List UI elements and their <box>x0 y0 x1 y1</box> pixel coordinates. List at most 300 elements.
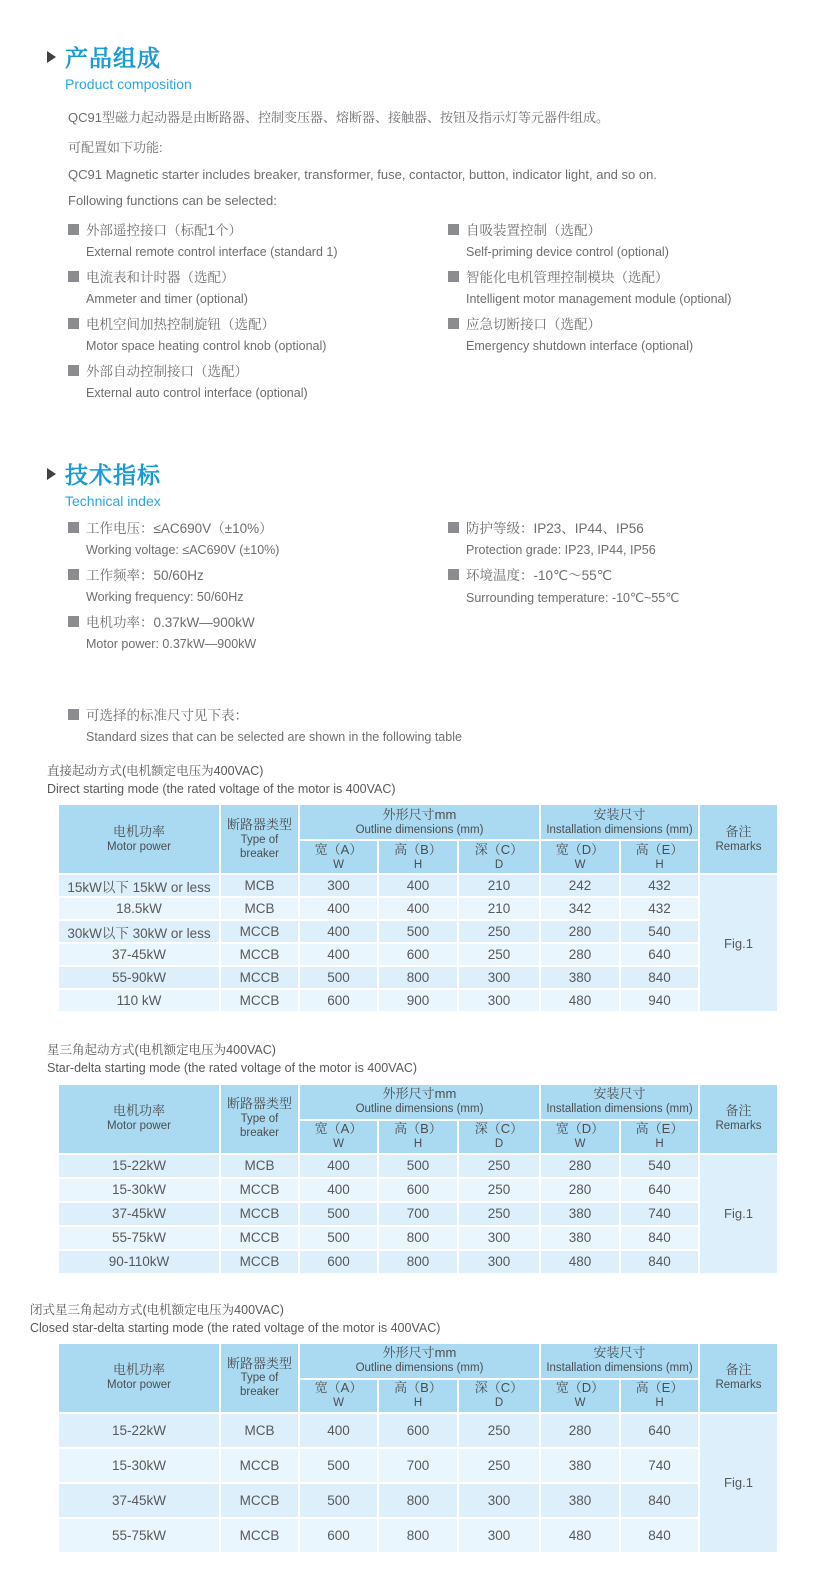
cell-remark: Fig.1 <box>699 1413 778 1553</box>
header-sub-dimension <box>299 1379 378 1413</box>
cell-breaker-type: MCB <box>220 1154 299 1178</box>
cell-dimension: 480 <box>540 1518 620 1553</box>
header-remarks-cn: 备注 <box>725 823 752 839</box>
cell-dimension: 242 <box>540 874 620 897</box>
cell-dimension: 342 <box>540 897 620 920</box>
square-bullet-icon <box>448 522 459 533</box>
cell-motor-power: 55-75kW <box>58 1226 220 1250</box>
header-remarks-cn: 备注 <box>725 1103 752 1119</box>
list-item-text-cn: 防护等级：IP23、IP44、IP56 <box>466 521 644 536</box>
list-item-text-cn: 智能化电机管理控制模块（选配） <box>466 270 669 285</box>
cell-dimension: 500 <box>299 1226 378 1250</box>
square-bullet-icon <box>68 709 79 720</box>
cell-motor-power: 18.5kW <box>58 897 220 920</box>
section-title-en: Technical index <box>65 493 161 509</box>
section-heading <box>47 40 830 73</box>
table-caption-cn: 直接起动方式(电机额定电压为400VAC) <box>47 764 264 778</box>
header-sub-dimension-en: H <box>413 858 423 871</box>
cell-dimension: 432 <box>620 897 699 920</box>
triangle-bullet-icon <box>47 51 56 63</box>
list-item <box>448 564 679 605</box>
cell-dimension: 300 <box>458 1226 540 1250</box>
section-heading <box>47 457 830 490</box>
cell-breaker-type: MCCB <box>220 1448 299 1483</box>
section-product-composition <box>47 0 830 407</box>
list-item <box>68 360 448 400</box>
cell-dimension: 400 <box>299 943 378 966</box>
header-outline-dimensions-en: Outline dimensions (mm) <box>355 1103 484 1116</box>
section-title-en: Product composition <box>65 76 192 92</box>
cell-dimension: 600 <box>299 1250 378 1274</box>
section-title-cn: 产品组成 <box>65 45 161 71</box>
list-item-line-cn <box>448 564 679 584</box>
list-item-text-en: Emergency shutdown interface (optional) <box>466 339 694 353</box>
cell-dimension: 380 <box>540 1226 620 1250</box>
paragraph: Following functions can be selected: <box>68 193 277 208</box>
square-bullet-icon <box>448 224 459 235</box>
cell-dimension: 300 <box>299 874 378 897</box>
header-sub-dimension-cn: 高（E） <box>635 1380 684 1396</box>
cell-dimension: 280 <box>540 1178 620 1202</box>
list-item <box>448 266 731 306</box>
table-row <box>58 874 778 897</box>
cell-breaker-type: MCCB <box>220 1518 299 1553</box>
table-block-star-delta <box>47 1041 830 1274</box>
header-sub-dimension <box>299 1120 378 1154</box>
cell-dimension: 600 <box>299 1518 378 1553</box>
cell-remark: Fig.1 <box>699 874 778 1012</box>
cell-dimension: 280 <box>540 943 620 966</box>
list-item <box>448 313 731 353</box>
cell-motor-power: 37-45kW <box>58 1202 220 1226</box>
list-item-line-cn <box>448 219 731 239</box>
paragraph: QC91型磁力起动器是由断路器、控制变压器、熔断器、接触器、按钮及指示灯等元器件组成。 <box>68 110 609 125</box>
header-outline-dimensions-en: Outline dimensions (mm) <box>355 823 484 836</box>
header-remarks <box>699 1343 778 1413</box>
list-item-line-cn <box>448 517 679 537</box>
cell-dimension: 600 <box>378 943 458 966</box>
square-bullet-icon <box>68 271 79 282</box>
cell-dimension: 600 <box>378 1178 458 1202</box>
header-sub-dimension <box>620 1379 699 1413</box>
cell-dimension: 500 <box>299 1202 378 1226</box>
header-installation-dimensions-cn: 安装尺寸 <box>593 1345 646 1361</box>
header-installation-dimensions-en: Installation dimensions (mm) <box>546 823 693 836</box>
square-bullet-icon <box>448 271 459 282</box>
cell-dimension: 280 <box>540 1154 620 1178</box>
list-item-text-en: Ammeter and timer (optional) <box>86 292 248 306</box>
dimensions-table-star-delta <box>57 1083 779 1275</box>
dimensions-table-direct-start <box>57 803 779 1013</box>
spec-column-left <box>68 517 448 658</box>
cell-dimension: 840 <box>620 1483 699 1518</box>
header-sub-dimension <box>378 1120 458 1154</box>
cell-dimension: 840 <box>620 1226 699 1250</box>
square-bullet-icon <box>68 522 79 533</box>
header-installation-dimensions <box>540 1343 699 1379</box>
intro-paragraphs <box>68 107 830 208</box>
header-sub-dimension-en: D <box>494 858 504 871</box>
cell-dimension: 900 <box>378 989 458 1012</box>
header-sub-dimension <box>620 840 699 874</box>
header-remarks-en: Remarks <box>715 1379 762 1392</box>
table-row <box>58 1413 778 1448</box>
cell-dimension: 500 <box>299 1483 378 1518</box>
list-item-text-en: Working voltage: ≤AC690V (±10%) <box>86 543 280 557</box>
cell-motor-power: 55-75kW <box>58 1518 220 1553</box>
cell-dimension: 250 <box>458 920 540 943</box>
square-bullet-icon <box>68 365 79 376</box>
table-row <box>58 1483 778 1518</box>
list-item-text-cn: 工作频率：50/60Hz <box>86 568 204 583</box>
header-sub-dimension-cn: 深（C） <box>474 841 524 857</box>
list-item-line-cn <box>68 219 448 239</box>
list-item <box>448 219 731 259</box>
header-sub-dimension-en: W <box>333 1397 344 1410</box>
standard-sizes-note <box>68 704 830 744</box>
list-item <box>68 611 448 651</box>
cell-dimension: 380 <box>540 1448 620 1483</box>
list-item <box>68 517 448 557</box>
cell-dimension: 500 <box>299 966 378 989</box>
table-row <box>58 966 778 989</box>
list-item <box>68 313 448 353</box>
spec-columns <box>68 517 830 658</box>
cell-motor-power: 55-90kW <box>58 966 220 989</box>
cell-dimension: 840 <box>620 966 699 989</box>
triangle-bullet-icon <box>47 468 56 480</box>
table-row <box>58 1226 778 1250</box>
note-text-cn: 可选择的标准尺寸见下表： <box>86 708 248 723</box>
cell-dimension: 540 <box>620 1154 699 1178</box>
cell-dimension: 300 <box>458 989 540 1012</box>
header-sub-dimension-en: H <box>655 1397 664 1410</box>
section-technical-index <box>47 457 830 658</box>
list-item-text-en: External auto control interface (optional) <box>86 386 308 400</box>
cell-remark: Fig.1 <box>699 1154 778 1274</box>
cell-motor-power: 110 kW <box>58 989 220 1012</box>
header-motor-power <box>58 1343 220 1413</box>
cell-dimension: 800 <box>378 1483 458 1518</box>
header-sub-dimension-en: W <box>574 1138 586 1151</box>
cell-breaker-type: MCCB <box>220 966 299 989</box>
cell-dimension: 500 <box>299 1448 378 1483</box>
header-sub-dimension-cn: 宽（D） <box>555 841 605 857</box>
list-item-text-en: Working frequency: 50/60Hz <box>86 590 244 604</box>
cell-dimension: 400 <box>299 920 378 943</box>
header-sub-dimension <box>458 1379 540 1413</box>
list-item <box>448 517 679 557</box>
cell-dimension: 640 <box>620 1178 699 1202</box>
header-sub-dimension-cn: 高（E） <box>635 841 684 857</box>
cell-dimension: 940 <box>620 989 699 1012</box>
cell-dimension: 700 <box>378 1448 458 1483</box>
cell-dimension: 640 <box>620 1413 699 1448</box>
cell-breaker-type: MCB <box>220 1413 299 1448</box>
note-line-cn <box>68 704 830 724</box>
list-item-line-cn <box>68 564 448 584</box>
header-sub-dimension <box>458 840 540 874</box>
note-text-en: Standard sizes that can be selected are shown in the following table <box>86 730 462 744</box>
list-item-line-cn <box>68 360 448 380</box>
list-item-text-en: Protection grade: IP23, IP44, IP56 <box>466 543 656 557</box>
header-sub-dimension <box>540 840 620 874</box>
table-caption-cn: 闭式星三角起动方式(电机额定电压为400VAC) <box>30 1302 284 1317</box>
list-item-text-cn: 电机功率：0.37kW—900kW <box>86 615 255 630</box>
list-item-text-cn: 工作电压：≤AC690V（±10%） <box>86 521 273 536</box>
cell-dimension: 280 <box>540 920 620 943</box>
cell-dimension: 210 <box>458 897 540 920</box>
square-bullet-icon <box>68 224 79 235</box>
header-sub-dimension-cn: 深（C） <box>474 1121 524 1137</box>
table-row <box>58 989 778 1012</box>
header-sub-dimension-cn: 高（E） <box>635 1121 684 1137</box>
cell-dimension: 400 <box>299 1413 378 1448</box>
header-sub-dimension <box>540 1120 620 1154</box>
table-caption-en: Closed star-delta starting mode (the rated voltage of the motor is 400VAC) <box>30 1320 441 1335</box>
square-bullet-icon <box>68 569 79 580</box>
header-motor-power <box>58 804 220 874</box>
header-sub-dimension <box>540 1379 620 1413</box>
header-remarks-en: Remarks <box>715 840 762 853</box>
list-item-text-cn: 应急切断接口（选配） <box>466 317 601 332</box>
cell-dimension: 400 <box>299 897 378 920</box>
table-row <box>58 1250 778 1274</box>
table-row <box>58 920 778 943</box>
header-installation-dimensions-cn: 安装尺寸 <box>593 806 646 822</box>
header-motor-power-en: Motor power <box>107 1379 171 1392</box>
cell-dimension: 280 <box>540 1413 620 1448</box>
table-caption-en: Star-delta starting mode (the rated voltage of the motor is 400VAC) <box>47 1061 418 1076</box>
cell-breaker-type: MCCB <box>220 989 299 1012</box>
cell-dimension: 640 <box>620 943 699 966</box>
header-breaker-type-cn: 断路器类型 <box>226 1355 292 1371</box>
cell-dimension: 250 <box>458 943 540 966</box>
header-sub-dimension <box>378 840 458 874</box>
square-bullet-icon <box>448 569 459 580</box>
header-motor-power-cn: 电机功率 <box>112 1362 165 1378</box>
list-item-text-en: Motor space heating control knob (optional) <box>86 339 327 353</box>
header-sub-dimension-cn: 宽（A） <box>314 1121 363 1137</box>
feature-column-left <box>68 219 448 407</box>
dimensions-table-closed-star-delta <box>57 1342 779 1554</box>
cell-dimension: 480 <box>540 1250 620 1274</box>
cell-dimension: 800 <box>378 1250 458 1274</box>
cell-motor-power: 30kW以下 30kW or less <box>58 920 220 943</box>
list-item-text-en: External remote control interface (standard 1) <box>86 245 338 259</box>
list-item-text-cn: 环境温度：-10℃～55℃ <box>466 568 612 583</box>
header-breaker-type-cn: 断路器类型 <box>226 817 292 832</box>
cell-motor-power: 15-30kW <box>58 1178 220 1202</box>
table-row <box>58 1154 778 1178</box>
header-remarks-en: Remarks <box>715 1120 762 1133</box>
cell-dimension: 800 <box>378 966 458 989</box>
square-bullet-icon <box>68 616 79 627</box>
cell-dimension: 840 <box>620 1518 699 1553</box>
header-installation-dimensions-en: Installation dimensions (mm) <box>546 1103 693 1116</box>
square-bullet-icon <box>448 318 459 329</box>
header-installation-dimensions-en: Installation dimensions (mm) <box>546 1362 693 1375</box>
header-motor-power-en: Motor power <box>107 840 171 853</box>
list-item <box>68 219 448 259</box>
header-outline-dimensions-cn: 外形尺寸mm <box>382 1345 457 1361</box>
cell-dimension: 250 <box>458 1413 540 1448</box>
table-caption-cn: 星三角起动方式(电机额定电压为400VAC) <box>47 1043 276 1058</box>
dimension-tables <box>30 762 830 1554</box>
cell-dimension: 210 <box>458 874 540 897</box>
cell-dimension: 380 <box>540 966 620 989</box>
header-breaker-type-cn: 断路器类型 <box>226 1096 292 1112</box>
cell-dimension: 250 <box>458 1202 540 1226</box>
cell-dimension: 540 <box>620 920 699 943</box>
cell-breaker-type: MCCB <box>220 1202 299 1226</box>
header-remarks <box>699 804 778 874</box>
list-item-line-cn <box>68 313 448 333</box>
header-motor-power-en: Motor power <box>107 1120 171 1133</box>
header-sub-dimension-cn: 高（B） <box>394 841 442 857</box>
header-sub-dimension <box>299 840 378 874</box>
list-item-line-cn <box>448 313 731 333</box>
table-block-closed-star-delta <box>30 1301 830 1554</box>
cell-dimension: 380 <box>540 1202 620 1226</box>
header-sub-dimension-en: D <box>494 1397 504 1410</box>
cell-motor-power: 15-30kW <box>58 1448 220 1483</box>
list-item-text-en: Self-priming device control (optional) <box>466 245 669 259</box>
paragraph: QC91 Magnetic starter includes breaker, transformer, fuse, contactor, button, indicator light, and so on. <box>68 167 657 182</box>
header-sub-dimension-cn: 宽（D） <box>555 1380 605 1396</box>
table-row <box>58 897 778 920</box>
list-item-line-cn <box>448 266 731 286</box>
list-item <box>68 266 448 306</box>
cell-motor-power: 15kW以下 15kW or less <box>58 874 220 897</box>
header-breaker-type-en: Type of breaker <box>240 1113 279 1139</box>
table-row <box>58 1202 778 1226</box>
header-sub-dimension-cn: 宽（D） <box>555 1121 605 1137</box>
table-row <box>58 1178 778 1202</box>
header-installation-dimensions-cn: 安装尺寸 <box>593 1086 646 1102</box>
cell-motor-power: 90-110kW <box>58 1250 220 1274</box>
cell-motor-power: 15-22kW <box>58 1413 220 1448</box>
header-outline-dimensions-cn: 外形尺寸mm <box>382 806 457 822</box>
header-breaker-type-en: Type of breaker <box>240 1372 279 1399</box>
cell-breaker-type: MCCB <box>220 1483 299 1518</box>
header-sub-dimension-en: H <box>655 858 664 871</box>
cell-dimension: 400 <box>378 874 458 897</box>
cell-dimension: 500 <box>378 920 458 943</box>
list-item-line-cn <box>68 611 448 631</box>
cell-dimension: 740 <box>620 1448 699 1483</box>
header-breaker-type <box>220 1343 299 1413</box>
cell-dimension: 380 <box>540 1483 620 1518</box>
list-item-text-cn: 外部自动控制接口（选配） <box>86 364 248 379</box>
header-outline-dimensions <box>299 804 540 840</box>
header-sub-dimension <box>458 1120 540 1154</box>
cell-breaker-type: MCCB <box>220 920 299 943</box>
table-row <box>58 1448 778 1483</box>
header-remarks-cn: 备注 <box>725 1362 752 1378</box>
header-sub-dimension-en: H <box>413 1138 423 1151</box>
cell-motor-power: 37-45kW <box>58 1483 220 1518</box>
cell-dimension: 400 <box>378 897 458 920</box>
header-sub-dimension-cn: 宽（A） <box>314 1380 363 1396</box>
header-sub-dimension-en: D <box>494 1138 504 1151</box>
spec-column-right <box>448 517 679 658</box>
list-item-line-cn <box>68 266 448 286</box>
header-outline-dimensions <box>299 1343 540 1379</box>
cell-dimension: 500 <box>378 1154 458 1178</box>
header-sub-dimension-en: H <box>413 1397 423 1410</box>
cell-dimension: 740 <box>620 1202 699 1226</box>
table-row <box>58 943 778 966</box>
cell-motor-power: 37-45kW <box>58 943 220 966</box>
cell-dimension: 600 <box>299 989 378 1012</box>
header-breaker-type-en: Type of breaker <box>240 833 279 860</box>
cell-dimension: 250 <box>458 1178 540 1202</box>
header-sub-dimension-cn: 宽（A） <box>314 841 363 857</box>
table-block-direct-start <box>47 762 830 1013</box>
list-item-text-cn: 自吸装置控制（选配） <box>466 223 601 238</box>
header-installation-dimensions <box>540 1084 699 1120</box>
cell-dimension: 400 <box>299 1154 378 1178</box>
square-bullet-icon <box>68 318 79 329</box>
header-sub-dimension-en: W <box>574 858 586 871</box>
table-caption-en: Direct starting mode (the rated voltage of the motor is 400VAC) <box>47 782 396 797</box>
cell-dimension: 600 <box>378 1413 458 1448</box>
list-item-line-cn <box>68 517 448 537</box>
header-sub-dimension-en: W <box>574 1397 586 1410</box>
header-sub-dimension-en: W <box>333 1138 344 1151</box>
header-breaker-type <box>220 1084 299 1154</box>
list-item-text-en: Surrounding temperature: -10℃~55℃ <box>466 591 680 605</box>
cell-breaker-type: MCCB <box>220 1226 299 1250</box>
cell-breaker-type: MCCB <box>220 1250 299 1274</box>
header-motor-power-cn: 电机功率 <box>112 823 165 839</box>
cell-dimension: 250 <box>458 1448 540 1483</box>
cell-dimension: 800 <box>378 1518 458 1553</box>
cell-dimension: 300 <box>458 1250 540 1274</box>
cell-breaker-type: MCB <box>220 897 299 920</box>
cell-dimension: 300 <box>458 966 540 989</box>
header-sub-dimension-cn: 深（C） <box>474 1380 524 1396</box>
header-installation-dimensions <box>540 804 699 840</box>
header-motor-power <box>58 1084 220 1154</box>
list-item-text-cn: 外部遥控接口（标配1个） <box>86 223 243 238</box>
header-sub-dimension <box>620 1120 699 1154</box>
header-outline-dimensions <box>299 1084 540 1120</box>
feature-column-right <box>448 219 731 407</box>
cell-breaker-type: MCCB <box>220 943 299 966</box>
section-title-cn: 技术指标 <box>65 462 161 488</box>
cell-dimension: 400 <box>299 1178 378 1202</box>
feature-columns <box>68 219 830 407</box>
cell-dimension: 840 <box>620 1250 699 1274</box>
cell-dimension: 700 <box>378 1202 458 1226</box>
cell-dimension: 432 <box>620 874 699 897</box>
header-sub-dimension-cn: 高（B） <box>394 1121 442 1137</box>
cell-dimension: 250 <box>458 1154 540 1178</box>
header-breaker-type <box>220 804 299 874</box>
header-outline-dimensions-cn: 外形尺寸mm <box>382 1086 457 1102</box>
list-item <box>68 564 448 604</box>
list-item-text-en: Motor power: 0.37kW—900kW <box>86 637 257 651</box>
cell-dimension: 480 <box>540 989 620 1012</box>
cell-dimension: 800 <box>378 1226 458 1250</box>
paragraph: 可配置如下功能: <box>68 140 163 155</box>
list-item-text-en: Intelligent motor management module (optional) <box>466 292 732 306</box>
header-sub-dimension-en: H <box>655 1138 664 1151</box>
cell-dimension: 300 <box>458 1483 540 1518</box>
header-motor-power-cn: 电机功率 <box>112 1103 165 1119</box>
